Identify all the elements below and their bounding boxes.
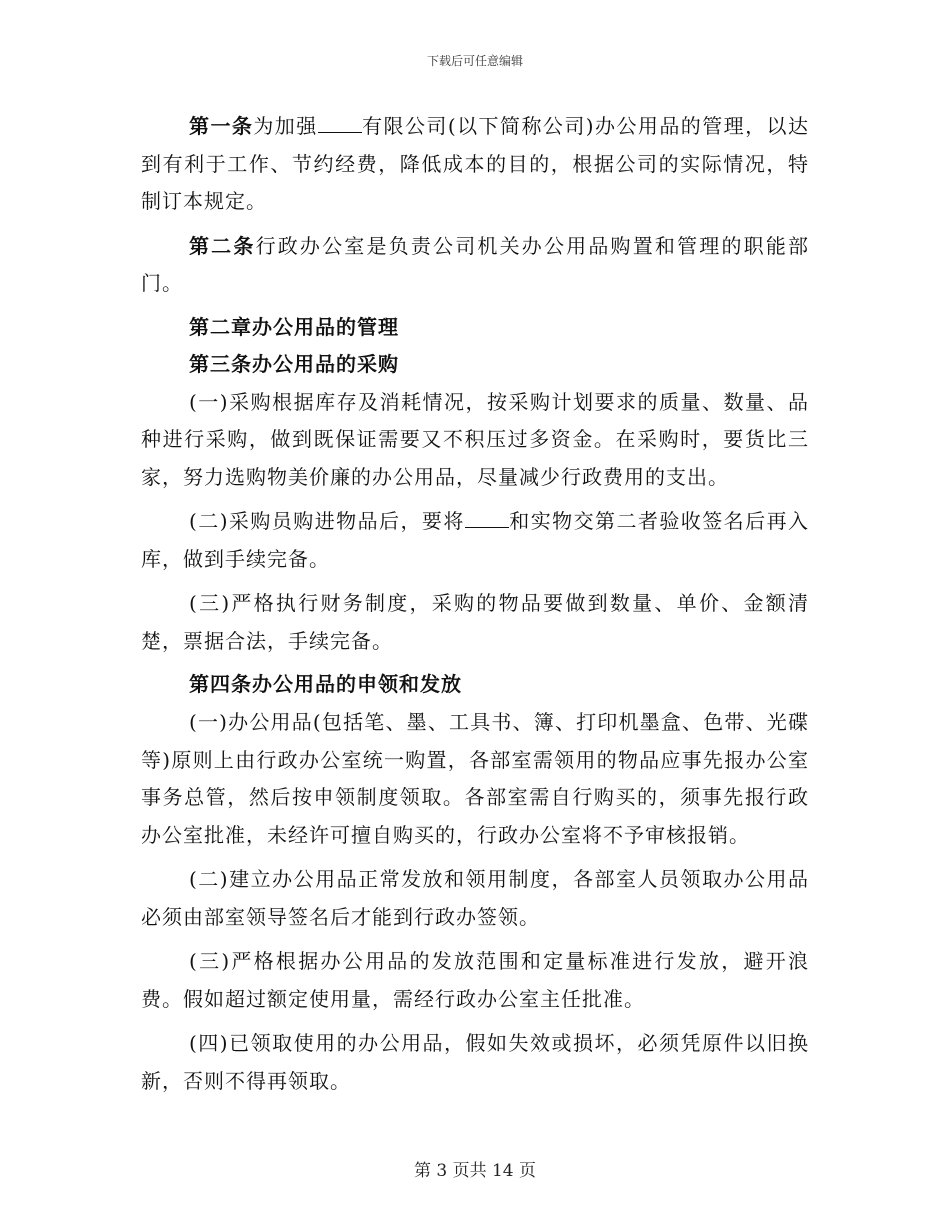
- fill-in-blank-document: [465, 511, 509, 528]
- document-body: [141, 108, 809, 1107]
- article-2: [141, 228, 809, 303]
- chapter-2-title: 第二章办公用品的管理: [189, 314, 399, 339]
- article-4-item-3: (三)严格根据办公用品的发放范围和定量标准进行发放，避开浪费。假如超过额定使用量，需经行政办公室主任批准。: [141, 949, 809, 1011]
- article-1-label: 第一条: [189, 114, 254, 138]
- article-1-text-start: 为加强: [253, 114, 318, 138]
- article-4-item-1: (一)办公用品(包括笔、墨、工具书、簿、打印机墨盒、色带、光碟等)原则上由行政办公室统一购置，各部室需领用的物品应事先报办公室事务总管，然后按申领制度领取。各部室需自行购买的，须事先报行政办公室批准，未经许可擅自购买的，行政办公室将不予审核报销。: [141, 710, 809, 847]
- article-4-item-2: (二)建立办公用品正常发放和领用制度，各部室人员领取办公用品必须由部室领导签名后才能到行政办签领。: [141, 867, 809, 929]
- page-number-footer: 第 3 页共 14 页: [413, 1161, 537, 1181]
- article-1-text-end: 有限公司(以下简称公司)办公用品的管理，以达到有利于工作、节约经费，降低成本的目的，根据公司的实际情况，特制订本规定。: [141, 114, 809, 213]
- page-header: 下载后可任意编辑: [426, 54, 523, 68]
- article-2-label: 第二条: [189, 233, 256, 258]
- article-3-title: 第三条办公用品的采购: [189, 351, 399, 376]
- article-3-item-3: (三)严格执行财务制度，采购的物品要做到数量、单价、金额清楚，票据合法，手续完备。: [141, 591, 809, 653]
- article-4-item-4: (四)已领取使用的办公用品，假如失效或损坏，必须凭原件以旧换新，否则不得再领取。: [141, 1031, 809, 1093]
- article-3-item-2-end: 和实物交第二者验收签名后再入库，做到手续完备。: [141, 509, 810, 571]
- article-1: [141, 108, 809, 221]
- article-3-item-2: [141, 503, 809, 578]
- article-3-item-2-start: (二)采购员购进物品后，要将: [189, 509, 465, 533]
- article-2-text: 行政办公室是负责公司机关办公用品购置和管理的职能部门。: [141, 233, 810, 295]
- article-3-item-1: (一)采购根据库存及消耗情况，按采购计划要求的质量、数量、品种进行采购，做到既保证需要又不积压过多资金。在采购时，要货比三家，努力选购物美价廉的办公用品，尽量减少行政费用的支出。: [141, 389, 809, 489]
- fill-in-blank-company: [318, 116, 362, 133]
- article-4-title: 第四条办公用品的申领和发放: [189, 672, 462, 696]
